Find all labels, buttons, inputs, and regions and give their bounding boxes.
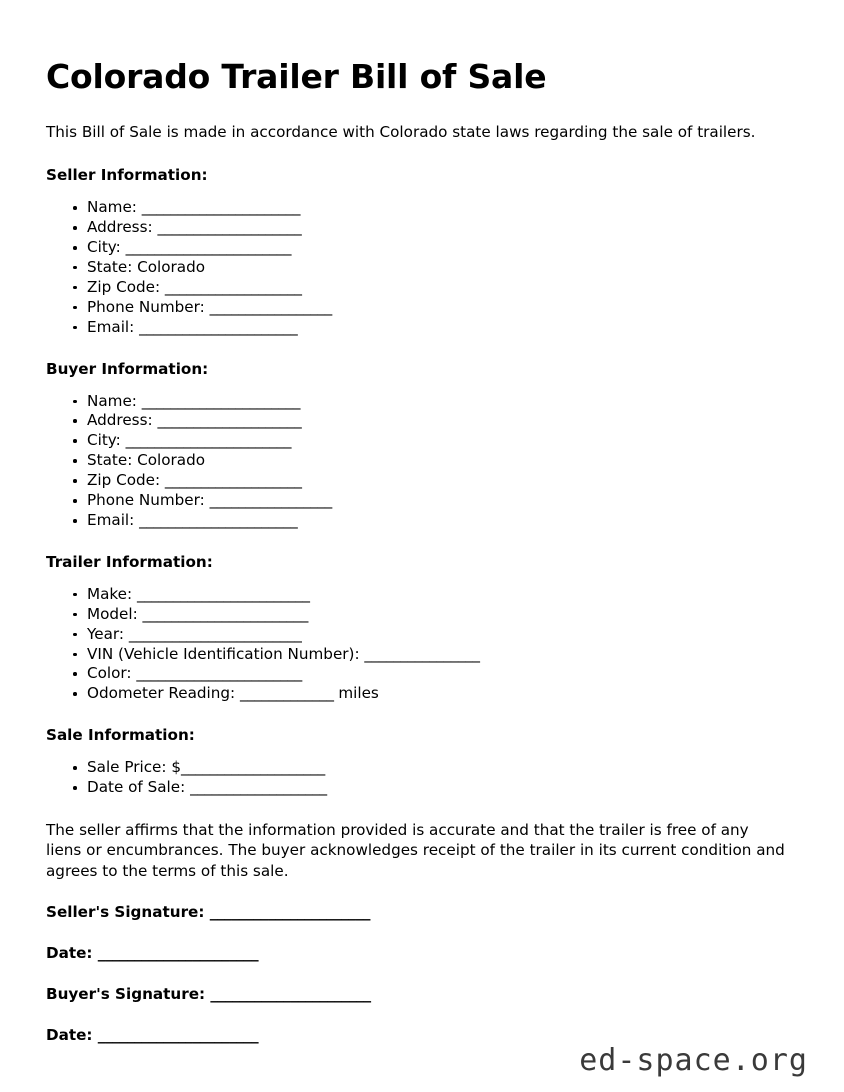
field-blank[interactable]: _______________________ — [125, 431, 292, 450]
field-label: State: Colorado — [87, 451, 206, 470]
seller-information-list — [46, 198, 798, 337]
field-blank[interactable]: _______________________ — [125, 237, 292, 256]
signature-blank[interactable]: ______________________ — [97, 943, 259, 962]
sale-information-list — [46, 758, 798, 798]
field-blank[interactable]: _________________ — [209, 491, 332, 510]
signature-blank[interactable]: ______________________ — [209, 902, 371, 921]
list-item — [46, 645, 798, 665]
signature-label: Seller's Signature: — [46, 902, 210, 921]
trailer-information-list — [46, 585, 798, 704]
field-label: Date of Sale: — [87, 778, 191, 797]
list-item — [46, 625, 798, 645]
field-label: Address: — [87, 411, 158, 430]
field-label: City: — [87, 431, 126, 450]
field-blank[interactable]: _____________ — [240, 684, 334, 703]
seller-information-heading: Seller Information: — [46, 166, 208, 185]
signature-label: Buyer's Signature: — [46, 984, 211, 1003]
list-item — [46, 411, 798, 431]
list-item — [46, 778, 798, 798]
field-blank[interactable]: ______________________ — [139, 317, 298, 336]
list-item — [46, 758, 798, 778]
intro-paragraph: This Bill of Sale is made in accordance with Colorado state laws regarding the sale of trailers. — [46, 122, 756, 141]
field-label: Phone Number: — [87, 297, 210, 316]
field-label: Sale Price: $ — [87, 758, 181, 777]
list-item — [46, 471, 798, 491]
field-blank[interactable]: ______________________ — [139, 510, 298, 529]
field-label: City: — [87, 237, 126, 256]
field-label: Zip Code: — [87, 277, 165, 296]
trailer-information-heading: Trailer Information: — [46, 552, 213, 571]
field-blank[interactable]: ________________________ — [136, 584, 310, 603]
field-blank[interactable]: _______________________ — [136, 664, 302, 683]
signature-field — [46, 985, 798, 1003]
signature-block — [46, 903, 798, 1044]
list-item — [46, 605, 798, 625]
buyer-information-heading: Buyer Information: — [46, 359, 209, 378]
list-item — [46, 431, 798, 451]
field-blank[interactable]: _______________________ — [142, 604, 309, 623]
list-item — [46, 451, 798, 471]
field-label: Name: — [87, 198, 142, 217]
field-label: Address: — [87, 218, 158, 237]
field-label: Color: — [87, 664, 137, 683]
watermark: ed-space.org — [579, 1043, 808, 1078]
field-label: Make: — [87, 584, 137, 603]
signature-field — [46, 903, 798, 921]
field-blank[interactable]: ________________________ — [128, 624, 302, 643]
field-label: Name: — [87, 391, 142, 410]
field-label: Phone Number: — [87, 491, 210, 510]
signature-field — [46, 944, 798, 962]
list-item — [46, 298, 798, 318]
list-item — [46, 392, 798, 412]
list-item — [46, 238, 798, 258]
field-blank[interactable]: ___________________ — [164, 277, 302, 296]
signature-blank[interactable]: ______________________ — [210, 984, 371, 1003]
field-blank[interactable]: ___________________ — [190, 778, 327, 797]
field-blank[interactable]: ____________________ — [157, 218, 302, 237]
list-item — [46, 511, 798, 531]
field-blank[interactable]: ______________________ — [141, 198, 301, 217]
signature-label: Date: — [46, 1025, 98, 1044]
list-item — [46, 585, 798, 605]
field-blank[interactable]: ________________ — [364, 644, 480, 663]
field-label: Year: — [87, 624, 129, 643]
field-label: State: Colorado — [87, 257, 206, 276]
list-item — [46, 664, 798, 684]
field-blank[interactable]: ____________________ — [157, 411, 302, 430]
field-label: Zip Code: — [87, 471, 165, 490]
field-label: Email: — [87, 510, 140, 529]
field-blank[interactable]: ______________________ — [141, 391, 301, 410]
field-suffix: miles — [333, 684, 379, 703]
field-label: Email: — [87, 317, 140, 336]
field-label: Model: — [87, 604, 143, 623]
signature-label: Date: — [46, 943, 98, 962]
field-blank[interactable]: ___________________ — [164, 471, 302, 490]
field-label: Odometer Reading: — [87, 684, 240, 703]
signature-field — [46, 1026, 798, 1044]
field-blank[interactable]: ____________________ — [181, 758, 325, 777]
list-item — [46, 684, 798, 704]
page-title: Colorado Trailer Bill of Sale — [46, 57, 547, 96]
affirmation-paragraph: The seller affirms that the information provided is accurate and that the trailer is free of any liens or encumbrances. The buyer acknowledges receipt of the trailer in its current condition and agrees to the terms of this sale. — [46, 821, 785, 880]
buyer-information-list — [46, 392, 798, 531]
list-item — [46, 198, 798, 218]
list-item — [46, 491, 798, 511]
list-item — [46, 278, 798, 298]
field-label: VIN (Vehicle Identification Number): — [87, 644, 365, 663]
sale-information-heading: Sale Information: — [46, 726, 195, 745]
list-item — [46, 258, 798, 278]
list-item — [46, 318, 798, 338]
list-item — [46, 218, 798, 238]
field-blank[interactable]: _________________ — [209, 297, 332, 316]
signature-blank[interactable]: ______________________ — [97, 1025, 259, 1044]
